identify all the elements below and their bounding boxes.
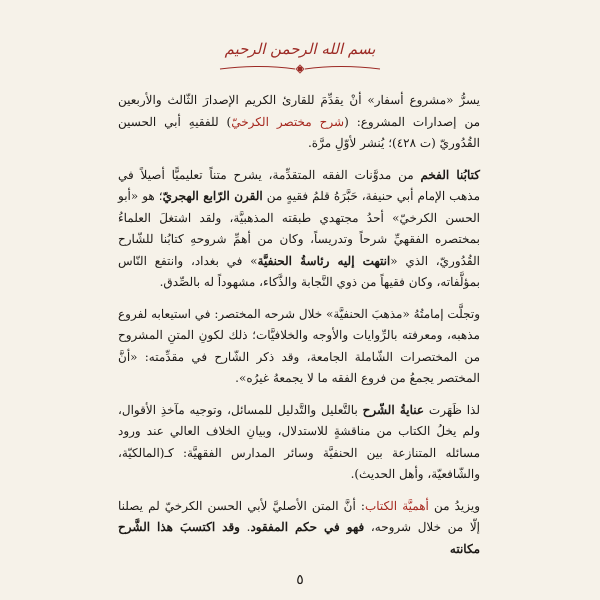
paragraph-1-text-end: ) للفقيهِ أبي الحسين القُدُوريّ (ت ٤٢٨)؛ يُنشر لأوّلِ مرَّة. — [118, 114, 480, 150]
paragraph-1-text: يسرُّ «مشروع أسفار» أنْ يقدِّمَ للقارئ الكريم الإصدارَ الثّالث والأربعين من إصدارات المشروع: ( — [118, 93, 480, 129]
importance-highlight: أهميَّة الكتاب — [364, 498, 429, 513]
ornament-divider-icon — [210, 62, 390, 76]
paragraph-5-text-mid: : أنَّ المتن الأصليَّ لأبي الحسن الكرخيّ لم يصلنا إلّا من خلال شروحه، — [118, 498, 481, 534]
status-highlight: وقد اكتسبَ هذا الشَّرح مكانته — [118, 520, 480, 556]
paragraph-2-text-mid: ؛ هو «أبو الحسن الكرخيّ» أحدُ مجتهدي طبقته المذهبيَّة، ولقد اشتغلَ العلماءُ بمختصره الفقهيِّ شرحاً وتدريساً، وكان من أهمِّ شروحهِ كتابُنا للشّارح القُدُوريّ، الذي « — [118, 189, 480, 268]
century-highlight: القرن الرّابع الهجريّ — [162, 189, 263, 203]
page-number: ٥ — [296, 572, 304, 588]
paragraph-2-lead: كتابُنا الفخم — [420, 167, 480, 182]
paragraph-1 — [118, 90, 480, 155]
paragraph-4 — [118, 400, 480, 486]
paragraph-4-text: لذا ظَهَرت — [424, 402, 481, 417]
paragraph-5-sep: . — [239, 520, 251, 534]
paragraph-3 — [118, 304, 480, 390]
lost-text-highlight: فهو في حكم المفقود — [250, 520, 365, 534]
paragraph-5 — [118, 496, 480, 561]
basmala-heading: بسم الله الرحمن الرحيم — [224, 40, 376, 58]
paragraph-5-text: ويزيدُ من — [428, 498, 480, 513]
leadership-highlight: انتهت إليه رئاسةُ الحنفيَّة — [257, 253, 391, 268]
paragraph-2-text-end: » في بغداد، وانتفع النّاس بمؤلَّفاته، وكان فقيهاً من ذوي النَّجابة والذَّكاء، مشهوداً له بالصِّدق. — [118, 253, 480, 289]
commentary-care-highlight: عنايةُ الشّرح — [362, 402, 425, 417]
book-title-highlight: شرح مختصر الكرخيّ — [231, 114, 345, 129]
paragraph-4-text-end: بالتَّعليل والتَّدليل للمسائل، وتوجيه مآخذِ الأقوال، ولم يخلُ الكتاب من مناقشةٍ للاستدلال، وبيانِ الخلاف العالي عند ورود مسائله المتنازعة بين الحنفيَّة وسائر المدارس الفقهيَّة: كـ(المالكيّة، والشّافعيّة، وأهل الحديث). — [118, 402, 480, 481]
paragraph-2 — [118, 165, 480, 294]
body-text — [118, 90, 480, 560]
paragraph-2-text: من مدوَّنات الفقه المتقدِّمة، يشرح متناً تعليميًّا أصيلاً في مذهب الإمام أبي حنيفة، حَبَّرَهُ قلمُ فقيهٍ من — [118, 167, 481, 203]
paragraph-3-text: وتجلَّت إمامتُهُ «مذهبَ الحنفيَّة» خلال شرحه المختصر: في استيعابه لفروع مذهبه، ومعرفته بالرِّوايات والأوجه والخلافيَّات؛ ذلك لكونِ المتنِ المشروح من المختصرات الشّاملة الجامعة، وقد ذكر الشّارح في مقدِّمته: «أنَّ المختصر يجمعُ من فروع الفقه ما لا يجمعهُ غيرُه». — [118, 306, 480, 385]
